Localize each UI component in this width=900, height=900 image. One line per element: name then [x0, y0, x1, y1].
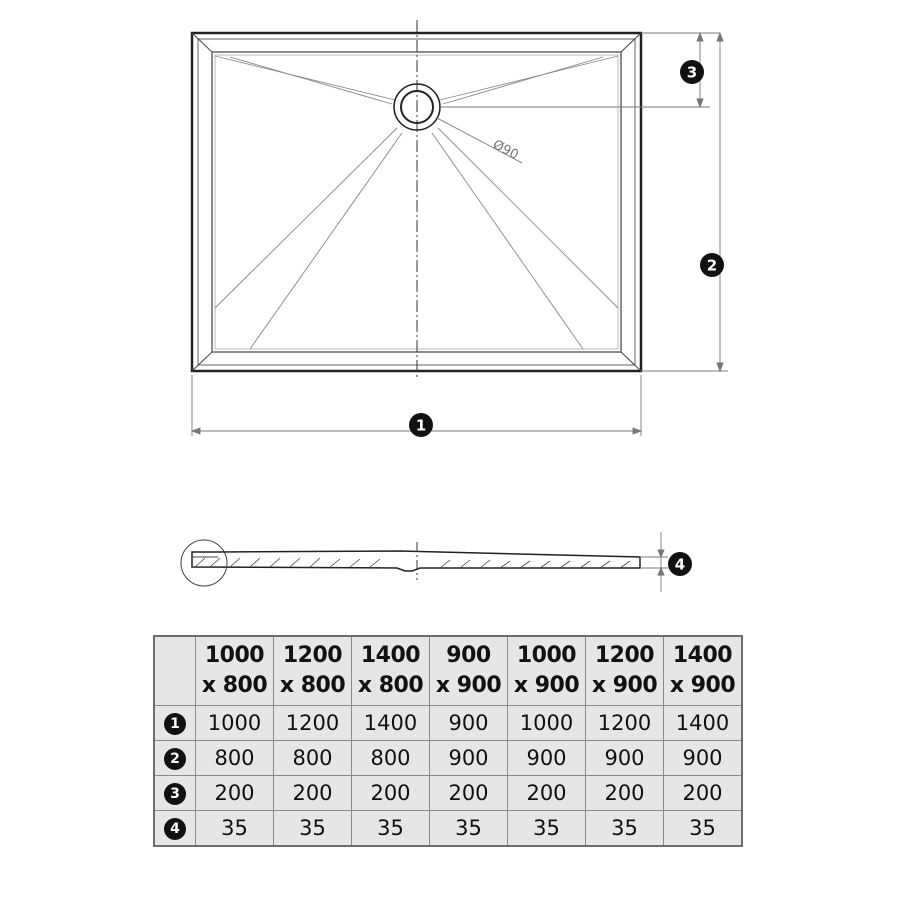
column-header: 900 x 900 [430, 636, 508, 706]
table-cell: 200 [196, 776, 274, 811]
bevel-line [192, 33, 212, 52]
table-cell: 35 [430, 811, 508, 847]
tray-profile [192, 551, 640, 571]
table-row [154, 776, 742, 811]
table-row [154, 811, 742, 847]
table-cell: 900 [430, 706, 508, 741]
marker-1 [409, 413, 433, 437]
svg-text:1: 1 [415, 416, 427, 435]
table-cell: 200 [664, 776, 743, 811]
table-cell: 200 [508, 776, 586, 811]
table-cell: 1000 [196, 706, 274, 741]
table-cell: 1200 [274, 706, 352, 741]
table-corner-cell [154, 636, 196, 706]
table-cell: 900 [664, 741, 743, 776]
row-marker-cell [154, 706, 196, 741]
table-cell: 900 [430, 741, 508, 776]
drain-diameter-label: Ø90 [490, 137, 521, 164]
row-marker-1: 1 [164, 713, 186, 735]
row-marker-4: 4 [164, 818, 186, 840]
table-cell: 800 [196, 741, 274, 776]
tray-top-view [192, 20, 641, 378]
row-marker-cell [154, 776, 196, 811]
column-header: 1200 x 900 [586, 636, 664, 706]
bevel-line [621, 352, 641, 371]
column-header: 1200 x 800 [274, 636, 352, 706]
table-cell: 35 [586, 811, 664, 847]
dimension-3 [440, 33, 720, 107]
bevel-line [192, 352, 212, 371]
table-cell: 200 [352, 776, 430, 811]
table-cell: 35 [664, 811, 743, 847]
row-marker-2: 2 [164, 748, 186, 770]
row-marker-3: 3 [164, 783, 186, 805]
table-cell: 1400 [664, 706, 743, 741]
table-cell: 900 [508, 741, 586, 776]
table-cell: 900 [586, 741, 664, 776]
profile-hatching [195, 558, 630, 568]
table-cell: 35 [508, 811, 586, 847]
table-header-row [154, 636, 742, 706]
table-cell: 200 [430, 776, 508, 811]
marker-3 [680, 60, 704, 84]
table-row [154, 741, 742, 776]
table-cell: 200 [274, 776, 352, 811]
dimension-2 [641, 33, 728, 371]
table-cell: 1200 [586, 706, 664, 741]
tray-side-view [181, 540, 640, 586]
marker-4 [668, 552, 692, 576]
column-header: 1000 x 900 [508, 636, 586, 706]
column-header: 1400 x 800 [352, 636, 430, 706]
table-cell: 800 [274, 741, 352, 776]
table-cell: 800 [352, 741, 430, 776]
table-cell: 35 [274, 811, 352, 847]
detail-circle [181, 540, 227, 586]
bevel-line [621, 33, 641, 52]
table-cell: 35 [196, 811, 274, 847]
table-cell: 200 [586, 776, 664, 811]
row-marker-cell [154, 741, 196, 776]
row-marker-cell [154, 811, 196, 847]
svg-text:4: 4 [674, 555, 686, 574]
table-cell: 1000 [508, 706, 586, 741]
table-cell: 35 [352, 811, 430, 847]
svg-text:2: 2 [706, 256, 718, 275]
dimension-table [153, 635, 743, 847]
table-cell: 1400 [352, 706, 430, 741]
marker-2 [700, 253, 724, 277]
table-row [154, 706, 742, 741]
column-header: 1400 x 900 [664, 636, 743, 706]
column-header: 1000 x 800 [196, 636, 274, 706]
svg-text:3: 3 [686, 63, 698, 82]
dimension-4 [640, 532, 668, 592]
